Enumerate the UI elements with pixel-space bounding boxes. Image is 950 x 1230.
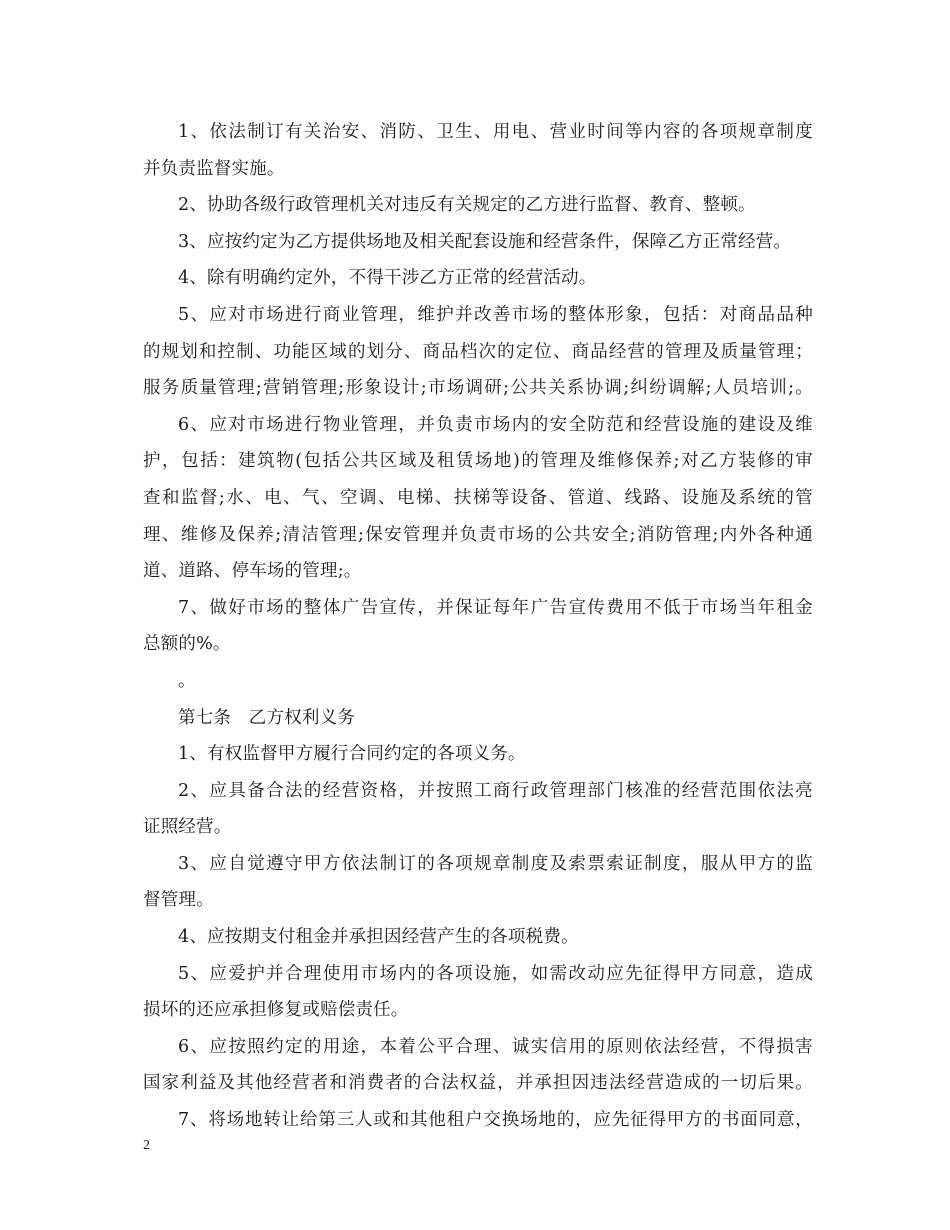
text-line: 理、维修及保养;清洁管理;保安管理并负责市场的公共安全;消防管理;内外各种通 bbox=[143, 524, 813, 545]
text-line: 服务质量管理;营销管理;形象设计;市场调研;公共关系协调;纠纷调解;人员培训;。 bbox=[143, 378, 813, 399]
text-line: 4、应按期支付租金并承担因经营产生的各项税费。 bbox=[178, 927, 579, 948]
text-line: 证照经营。 bbox=[143, 817, 232, 838]
text-line: 7、做好市场的整体广告宣传，并保证每年广告宣传费用不低于市场当年租金 bbox=[178, 597, 813, 618]
text-line: 国家利益及其他经营者和消费者的合法权益，并承担因违法经营造成的一切后果。 bbox=[143, 1073, 813, 1094]
text-line: 护，包括：建筑物(包括公共区域及租赁场地)的管理及维修保养;对乙方装修的审 bbox=[143, 451, 813, 472]
document-body bbox=[143, 114, 813, 1139]
text-line: 6、应对市场进行物业管理，并负责市场内的安全防范和经营设施的建设及维 bbox=[178, 414, 813, 435]
text-line: 7、将场地转让给第三人或和其他租户交换场地的，应先征得甲方的书面同意， bbox=[178, 1110, 813, 1131]
text-line: 督管理。 bbox=[143, 890, 214, 911]
text-line: 并负责监督实施。 bbox=[143, 158, 285, 179]
text-line: 5、应对市场进行商业管理，维护并改善市场的整体形象，包括：对商品品种 bbox=[178, 304, 813, 325]
text-line: 1、有权监督甲方履行合同约定的各项义务。 bbox=[178, 744, 526, 765]
text-line: 查和监督;水、电、气、空调、电梯、扶梯等设备、管道、线路、设施及系统的管 bbox=[143, 487, 813, 508]
text-line: 3、应自觉遵守甲方依法制订的各项规章制度及索票索证制度，服从甲方的监 bbox=[178, 853, 813, 874]
page-number: 2 bbox=[143, 1138, 150, 1153]
text-line: 。 bbox=[178, 670, 196, 691]
text-line: 道、道路、停车场的管理;。 bbox=[143, 561, 362, 582]
text-line: 第七条 乙方权利义务 bbox=[178, 707, 355, 728]
text-line: 2、协助各级行政管理机关对违反有关规定的乙方进行监督、教育、整顿。 bbox=[178, 195, 756, 216]
text-line: 2、应具备合法的经营资格，并按照工商行政管理部门核准的经营范围依法亮 bbox=[178, 780, 813, 801]
text-line: 6、应按照约定的用途，本着公平合理、诚实信用的原则依法经营，不得损害 bbox=[178, 1036, 813, 1057]
text-line: 的规划和控制、功能区域的划分、商品档次的定位、商品经营的管理及质量管理； bbox=[143, 341, 813, 362]
text-line: 总额的%。 bbox=[143, 634, 231, 655]
text-line: 3、应按约定为乙方提供场地及相关配套设施和经营条件，保障乙方正常经营。 bbox=[178, 231, 792, 252]
text-line: 5、应爱护并合理使用市场内的各项设施，如需改动应先征得甲方同意，造成 bbox=[178, 963, 813, 984]
text-line: 1、依法制订有关治安、消防、卫生、用电、营业时间等内容的各项规章制度 bbox=[178, 122, 813, 142]
text-line: 损坏的还应承担修复或赔偿责任。 bbox=[143, 1000, 409, 1021]
text-line: 4、除有明确约定外，不得干涉乙方正常的经营活动。 bbox=[178, 268, 597, 289]
